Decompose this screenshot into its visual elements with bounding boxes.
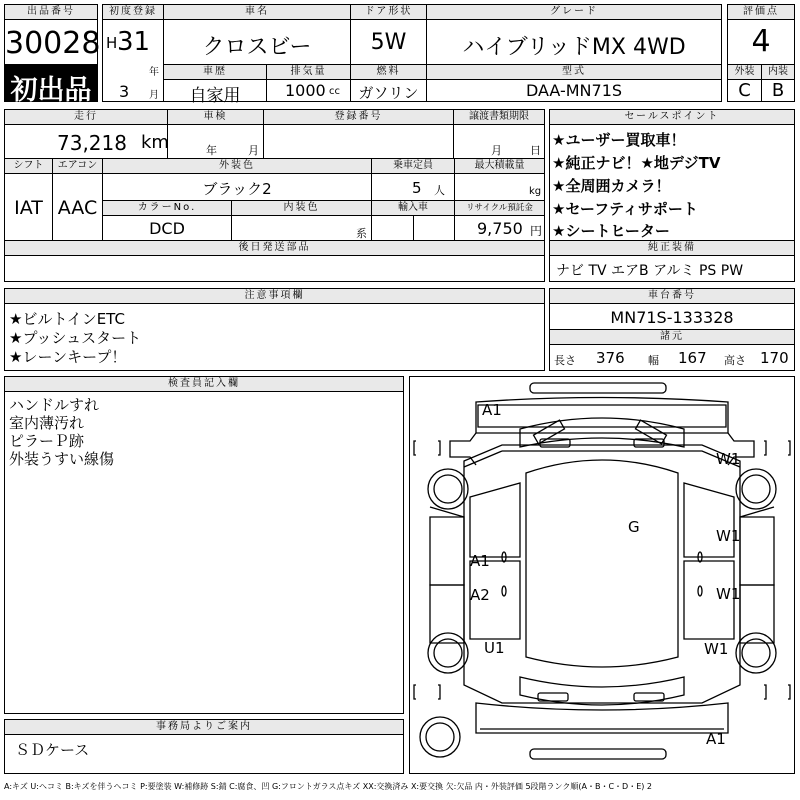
first-reg-cell xyxy=(102,19,164,102)
grade: ハイブリッドMX 4WD xyxy=(462,35,686,60)
recycle-label: リサイクル預託金 xyxy=(454,200,545,216)
inspector-label: 検査員記入欄 xyxy=(4,376,404,392)
int-color-label: 内装色 xyxy=(231,200,372,216)
reg-number-cell xyxy=(263,124,454,159)
recycle-cell xyxy=(454,215,545,241)
interior-grade: B xyxy=(771,80,785,101)
width: 167 xyxy=(678,349,707,367)
car-diagram xyxy=(410,377,794,773)
shift-cell xyxy=(4,173,53,241)
mark-right-door-front: W1 xyxy=(716,527,741,545)
inspector-note-1: ハンドルすれ xyxy=(9,396,100,414)
inspection-label: 車検 xyxy=(167,109,264,125)
office-text: ＳＤケース xyxy=(15,741,90,759)
color: ブラック2 xyxy=(202,180,272,198)
mark-rear: A1 xyxy=(706,730,726,748)
office-label: 事務局よりご案内 xyxy=(4,719,404,735)
color-no-label: カラーNo. xyxy=(102,200,232,216)
ac: AAC xyxy=(57,197,98,219)
sales-point-3: ★全周囲カメラ！ xyxy=(552,177,671,195)
mark-right-rear: W1 xyxy=(704,640,729,658)
height: 170 xyxy=(760,349,789,367)
insp-month-unit: 月 xyxy=(248,144,259,157)
sales-points-label: セールスポイント xyxy=(549,109,795,125)
fuel-label: 燃料 xyxy=(350,64,427,80)
capacity-unit: 人 xyxy=(434,184,445,197)
notes-box xyxy=(4,303,545,371)
chassis-cell xyxy=(549,303,795,330)
color-no: DCD xyxy=(149,219,185,238)
model: DAA-MN71S xyxy=(525,81,623,100)
year-unit: 年 xyxy=(149,67,159,78)
first-listing-badge: 初出品 xyxy=(10,75,92,106)
ac-cell xyxy=(52,173,103,241)
chassis-number: MN71S-133328 xyxy=(610,308,734,327)
sales-point-1: ★ユーザー買取車！ xyxy=(552,131,686,149)
inspector-note-4: 外装うすい線傷 xyxy=(9,450,115,468)
int-color-unit: 系 xyxy=(356,227,367,240)
color-label: 外装色 xyxy=(102,158,372,174)
displacement-label: 排気量 xyxy=(266,64,351,80)
score: 4 xyxy=(751,24,771,59)
score-label: 評価点 xyxy=(727,4,795,20)
length: 376 xyxy=(596,349,625,367)
reg-month: 3 xyxy=(119,82,130,101)
era: H xyxy=(106,34,118,52)
interior-cell xyxy=(761,79,795,102)
history-label: 車歴 xyxy=(163,64,267,80)
exterior-label: 外装 xyxy=(727,64,762,80)
import-label: 輸入車 xyxy=(371,200,455,216)
note-3: ★レーンキープ！ xyxy=(9,348,127,366)
width-label: 幅 xyxy=(648,354,659,367)
capacity-cell xyxy=(371,173,455,201)
import-cell-2 xyxy=(413,215,455,241)
mileage: 73,218 xyxy=(57,131,127,155)
int-color-cell xyxy=(231,215,372,241)
transfer-deadline-label: 譲渡書類期限 xyxy=(453,109,545,125)
inspector-note-2: 室内薄汚れ xyxy=(9,414,85,432)
color-cell xyxy=(102,173,372,201)
history: 自家用 xyxy=(189,86,241,106)
mark-front: A1 xyxy=(482,401,502,419)
car-name: クロスビー xyxy=(202,35,312,60)
inspection-cell xyxy=(167,124,264,159)
displacement: 1000 xyxy=(285,81,326,100)
model-cell xyxy=(426,79,722,102)
sales-points-box xyxy=(549,124,795,241)
office-box xyxy=(4,734,404,774)
max-load-cell xyxy=(454,173,545,201)
score-cell xyxy=(727,19,795,65)
inspector-box xyxy=(4,391,404,714)
mark-right-door-rear: W1 xyxy=(716,585,741,603)
capacity-label: 乗車定員 xyxy=(371,158,455,174)
transfer-month-unit: 月 xyxy=(491,144,502,157)
legend: A:キズ U:ヘコミ B:キズを伴うヘコミ P:要塗装 W:補修跡 S:錆 C:腐食、凹 G:フロントガラス点キズ XX:交換済み X:要交換 欠:欠品 内・外装評価 5段階ランク順(A・B・C・D・E) 2 xyxy=(4,782,653,791)
height-label: 高さ xyxy=(724,354,746,367)
load-unit: kg xyxy=(529,186,542,197)
car-diagram-box xyxy=(409,376,795,774)
dims-label: 諸元 xyxy=(549,329,795,345)
displacement-cell xyxy=(266,79,351,102)
exterior-grade: C xyxy=(738,80,751,101)
door-label: ドア形状 xyxy=(350,4,427,20)
ac-label: エアコン xyxy=(52,158,103,174)
insp-year-unit: 年 xyxy=(206,144,217,157)
fuel: ガソリン xyxy=(358,84,419,102)
mileage-label: 走行 xyxy=(4,109,168,125)
fuel-cell xyxy=(350,79,427,102)
mark-left-rear: U1 xyxy=(484,639,505,657)
transfer-deadline-cell xyxy=(453,124,545,159)
mark-right-front: W1 xyxy=(716,450,741,468)
sales-point-4: ★セーフティサポート xyxy=(552,200,698,218)
equipment-items: ナビ TV エアB アルミ PS PW xyxy=(556,263,744,279)
history-cell xyxy=(163,79,267,106)
first-reg-label: 初度登録 xyxy=(102,4,164,20)
car-name-label: 車名 xyxy=(163,4,351,20)
mileage-unit: km xyxy=(141,132,169,153)
length-label: 長さ xyxy=(554,354,576,367)
note-2: ★プッシュスタート xyxy=(9,329,142,347)
reg-number-label: 登録番号 xyxy=(263,109,454,125)
color-no-cell xyxy=(102,215,232,241)
recycle-unit: 円 xyxy=(530,224,543,238)
reg-year: 31 xyxy=(117,27,151,57)
max-load-label: 最大積載量 xyxy=(454,158,545,174)
sales-point-2: ★純正ナビ！★地デジTV xyxy=(552,154,721,172)
recycle-amount: 9,750 xyxy=(477,219,523,238)
import-cell-1 xyxy=(371,215,414,241)
grade-cell xyxy=(426,19,722,65)
mark-left-door-front: A1 xyxy=(470,552,490,570)
note-1: ★ビルトインETC xyxy=(9,310,125,328)
mileage-cell xyxy=(4,124,168,159)
month-unit: 月 xyxy=(149,90,159,101)
lot-number-label: 出品番号 xyxy=(4,4,98,20)
interior-label: 内装 xyxy=(761,64,795,80)
car-name-cell xyxy=(163,19,351,65)
first-listing-badge-box xyxy=(4,64,98,106)
capacity: 5 xyxy=(412,179,422,197)
equipment-label: 純正装備 xyxy=(549,240,795,256)
shift: IAT xyxy=(14,197,43,219)
mark-roof: G xyxy=(628,518,640,536)
inspector-note-3: ピラーＰ跡 xyxy=(9,432,85,450)
dims-cell xyxy=(549,344,795,371)
later-parts-label: 後日発送部品 xyxy=(4,240,545,256)
displacement-unit: cc xyxy=(329,86,340,97)
mark-left-door-rear: A2 xyxy=(470,586,490,604)
door-type: 5W xyxy=(370,30,407,55)
equipment-cell xyxy=(549,255,795,282)
sales-point-5: ★シートヒーター xyxy=(552,222,670,240)
exterior-cell xyxy=(727,79,762,102)
lot-number: 30028 xyxy=(5,26,101,61)
shift-label: シフト xyxy=(4,158,53,174)
grade-label: グレード xyxy=(426,4,722,20)
model-label: 型式 xyxy=(426,64,722,80)
door-cell xyxy=(350,19,427,65)
transfer-day-unit: 日 xyxy=(530,144,541,157)
later-parts-cell xyxy=(4,255,545,282)
lot-number-cell xyxy=(4,19,101,65)
notes-label: 注意事項欄 xyxy=(4,288,545,304)
chassis-label: 車台番号 xyxy=(549,288,795,304)
